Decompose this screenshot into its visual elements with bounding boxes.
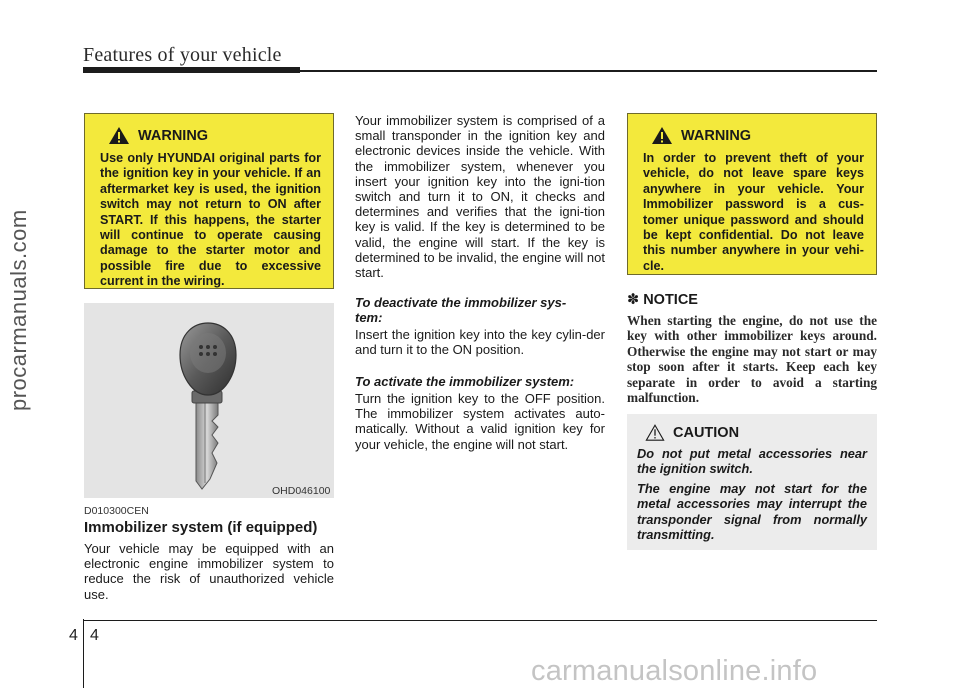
activate-heading: To activate the immobilizer system:	[355, 374, 575, 389]
header-bar	[83, 67, 300, 73]
warning-title: WARNING	[681, 127, 752, 144]
warning-title: WARNING	[138, 127, 209, 144]
section-heading: Immobilizer system (if equipped)	[84, 519, 318, 536]
warning-text: Use only HYUNDAI original parts for the ignition key in your vehicle. If an aftermarket key is used, the ignition switch may not return to ON after START. If this happens, the starter will continue to operate causing damage to the starter motor and possible fire due to excessive current in the wiring.	[100, 151, 321, 289]
section-code: D010300CEN	[84, 505, 149, 517]
caution-triangle-icon	[645, 423, 665, 442]
footer-rule	[83, 620, 877, 621]
chapter-number: 4	[69, 627, 78, 644]
ignition-key-icon	[84, 303, 334, 498]
notice-title: NOTICE	[643, 292, 698, 308]
deactivate-text: Insert the ignition key into the key cylin-der and turn it to the ON position.	[355, 327, 605, 358]
warning-triangle-icon	[651, 126, 673, 145]
warning-box-right	[627, 113, 877, 275]
notice-heading	[627, 292, 698, 308]
immobilizer-description: Your immobilizer system is comprised of a small transponder in the ignition key and electronic devices inside the vehicle. With the immobilizer system, whenever you insert your ignition key into the igni-tion switch and turn it to ON, it checks and determines and verifies that the igni-tion key is valid. If the key is determined to be valid, the engine will start. If the key is determined to be invalid, the engine will not start.	[355, 113, 605, 281]
figure-code: OHD046100	[272, 485, 331, 497]
caution-text-1: Do not put metal accessories near the ignition switch.	[637, 446, 867, 477]
notice-text: When starting the engine, do not use the key with other immobilizer keys around. Otherwise the engine may not start or may stop soon after it starts. Keep each key separate in order to avoid a starting malfunction.	[627, 313, 877, 406]
section-intro: Your vehicle may be equipped with an electronic engine immobilizer system to reduce the risk of unauthorized vehicle use.	[84, 541, 334, 602]
caution-header	[637, 423, 867, 442]
page-number: 4	[90, 627, 99, 644]
caution-text-2: The engine may not start for the metal accessories may interrupt the transponder signal from normally transmitting.	[637, 480, 867, 543]
side-watermark: procarmanuals.com	[6, 209, 31, 411]
warning-header	[643, 126, 864, 145]
warning-triangle-icon	[108, 126, 130, 145]
notice-symbol-icon: ✽	[627, 292, 640, 308]
header-rule	[300, 70, 877, 72]
caution-title: CAUTION	[673, 424, 740, 441]
page-header-title: Features of your vehicle	[83, 44, 282, 66]
warning-box-left	[84, 113, 334, 289]
footer-divider	[83, 619, 84, 688]
warning-text: In order to prevent theft of your vehicle, do not leave spare keys anywhere in your vehicle. Your Immobilizer password is a cus-tomer unique password and should be kept confidential. Do not leave this number anywhere in your vehi-cle.	[643, 151, 864, 273]
caution-box	[627, 414, 877, 550]
deactivate-heading: To deactivate the immobilizer sys-tem:	[355, 295, 567, 326]
activate-text: Turn the ignition key to the OFF position. The immobilizer system activates auto-matically. Without a valid ignition key for your vehicle, the engine will not start.	[355, 391, 605, 452]
warning-header	[100, 126, 321, 145]
footer-watermark: carmanualsonline.info	[531, 655, 818, 687]
key-figure	[84, 303, 334, 498]
